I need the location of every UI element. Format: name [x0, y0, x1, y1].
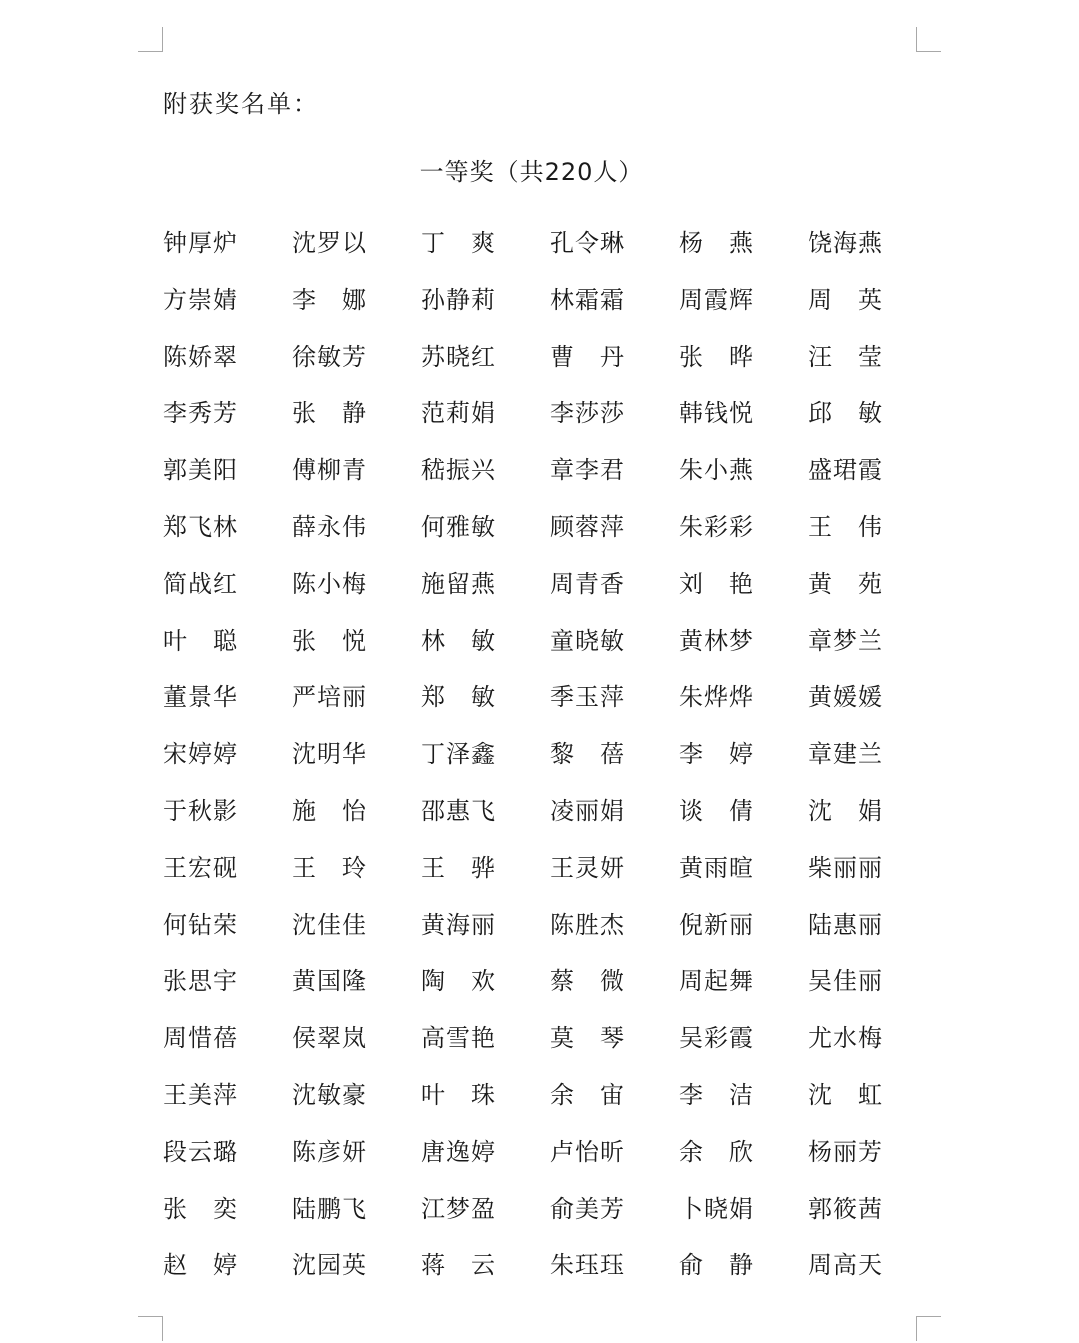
winners-name-grid	[163, 223, 923, 1302]
winner-name: 余 宙	[550, 1080, 625, 1109]
winner-name: 王美萍	[163, 1080, 238, 1109]
winner-name: 丁泽鑫	[421, 740, 496, 769]
section-title: 一等奖（共220人）	[419, 158, 644, 186]
winner-name: 沈明华	[292, 740, 367, 769]
winner-name: 倪新丽	[679, 910, 754, 939]
winner-name: 尤水梅	[808, 1024, 883, 1053]
winner-name: 孙静莉	[421, 285, 496, 314]
winner-name: 邱 敏	[808, 399, 883, 428]
winner-name: 凌丽娟	[550, 796, 625, 825]
winner-name: 李 娜	[292, 285, 367, 314]
winner-name: 顾蓉萍	[550, 512, 625, 541]
winner-name: 张 静	[292, 399, 367, 428]
winner-name: 方崇婧	[163, 285, 238, 314]
winner-name: 江梦盈	[421, 1194, 496, 1223]
winner-name: 张思宇	[163, 967, 238, 996]
winner-name: 黄国隆	[292, 967, 367, 996]
winner-name: 李莎莎	[550, 399, 625, 428]
winner-name: 俞 静	[679, 1251, 754, 1280]
winner-name: 沈罗以	[292, 229, 367, 257]
winner-name: 陈小梅	[292, 569, 367, 598]
winner-name: 高雪艳	[421, 1024, 496, 1053]
winner-name: 赵 婷	[163, 1251, 238, 1280]
winner-name: 杨 燕	[679, 229, 754, 257]
winner-name: 汪 莹	[808, 342, 883, 371]
winner-name: 张 奕	[163, 1194, 238, 1223]
winner-name: 黎 蓓	[550, 740, 625, 769]
winner-name: 宋婷婷	[163, 740, 238, 769]
winner-name: 俞美芳	[550, 1194, 625, 1223]
winner-name: 王灵妍	[550, 853, 625, 882]
winner-name: 徐敏芳	[292, 342, 367, 371]
winner-name: 吴佳丽	[808, 967, 883, 996]
winner-name: 陆鹏飞	[292, 1194, 367, 1223]
winner-name: 范莉娟	[421, 399, 496, 428]
winner-name: 郑飞林	[163, 512, 238, 541]
winner-name: 董景华	[163, 683, 238, 712]
winner-name: 于秋影	[163, 796, 238, 825]
winner-name: 陶 欢	[421, 967, 496, 996]
winner-name: 李 洁	[679, 1080, 754, 1109]
winner-name: 段云璐	[163, 1137, 238, 1166]
winner-name: 侯翠岚	[292, 1024, 367, 1053]
winner-name: 卢怡昕	[550, 1137, 625, 1166]
crop-mark-top-right	[916, 27, 941, 52]
winner-name: 李秀芳	[163, 399, 238, 428]
winner-name: 王 伟	[808, 512, 883, 541]
winner-name: 沈佳佳	[292, 910, 367, 939]
winner-name: 余 欣	[679, 1137, 754, 1166]
winner-name: 莫 琴	[550, 1024, 625, 1053]
winner-name: 沈敏豪	[292, 1080, 367, 1109]
winner-name: 李 婷	[679, 740, 754, 769]
winner-name: 严培丽	[292, 683, 367, 712]
winner-name: 黄林梦	[679, 626, 754, 655]
winner-name: 朱烨烨	[679, 683, 754, 712]
winner-name: 叶 聪	[163, 626, 238, 655]
winner-name: 朱珏珏	[550, 1251, 625, 1280]
winner-name: 吴彩霞	[679, 1024, 754, 1053]
winner-name: 何雅敏	[421, 512, 496, 541]
winner-name: 施 怡	[292, 796, 367, 825]
winner-name: 蒋 云	[421, 1251, 496, 1280]
winner-name: 周霞辉	[679, 285, 754, 314]
winner-name: 章建兰	[808, 740, 883, 769]
winner-name: 曹 丹	[550, 342, 625, 371]
winner-name: 丁 爽	[421, 229, 496, 257]
winner-name: 邵惠飞	[421, 796, 496, 825]
winner-name: 傅柳青	[292, 456, 367, 485]
winner-name: 林 敏	[421, 626, 496, 655]
winner-name: 嵇振兴	[421, 456, 496, 485]
page-heading: 附获奖名单：	[163, 90, 319, 118]
winner-name: 黄 苑	[808, 569, 883, 598]
winner-name: 郭美阳	[163, 456, 238, 485]
winner-name: 朱小燕	[679, 456, 754, 485]
winner-name: 何钻荣	[163, 910, 238, 939]
winner-name: 陈娇翠	[163, 342, 238, 371]
winner-name: 黄海丽	[421, 910, 496, 939]
winner-name: 黄媛媛	[808, 683, 883, 712]
crop-mark-top-left	[138, 27, 163, 52]
winner-name: 杨丽芳	[808, 1137, 883, 1166]
winner-name: 苏晓红	[421, 342, 496, 371]
winner-name: 郑 敏	[421, 683, 496, 712]
winner-name: 郭筱茜	[808, 1194, 883, 1223]
winner-name: 唐逸婷	[421, 1137, 496, 1166]
winner-name: 简战红	[163, 569, 238, 598]
winner-name: 周青香	[550, 569, 625, 598]
winner-name: 盛珺霞	[808, 456, 883, 485]
winner-name: 沈 虹	[808, 1080, 883, 1109]
winner-name: 王 玲	[292, 853, 367, 882]
winner-name: 黄雨暄	[679, 853, 754, 882]
winner-name: 谈 倩	[679, 796, 754, 825]
winner-name: 王 骅	[421, 853, 496, 882]
winner-name: 陈胜杰	[550, 910, 625, 939]
winner-name: 周起舞	[679, 967, 754, 996]
winner-name: 卜晓娟	[679, 1194, 754, 1223]
winner-name: 叶 珠	[421, 1080, 496, 1109]
winner-name: 沈园英	[292, 1251, 367, 1280]
crop-mark-bottom-right	[916, 1316, 941, 1341]
winner-name: 韩钱悦	[679, 399, 754, 428]
winner-name: 陆惠丽	[808, 910, 883, 939]
winner-name: 孔令琳	[550, 229, 625, 257]
winner-name: 朱彩彩	[679, 512, 754, 541]
winner-name: 陈彦妍	[292, 1137, 367, 1166]
winner-name: 施留燕	[421, 569, 496, 598]
winner-name: 周 英	[808, 285, 883, 314]
winner-name: 章梦兰	[808, 626, 883, 655]
winner-name: 章李君	[550, 456, 625, 485]
winner-name: 柴丽丽	[808, 853, 883, 882]
winner-name: 饶海燕	[808, 229, 883, 257]
winner-name: 刘 艳	[679, 569, 754, 598]
winner-name: 薛永伟	[292, 512, 367, 541]
winner-name: 王宏砚	[163, 853, 238, 882]
winner-name: 张 晔	[679, 342, 754, 371]
winner-name: 周高天	[808, 1251, 883, 1280]
crop-mark-bottom-left	[138, 1316, 163, 1341]
winner-name: 沈 娟	[808, 796, 883, 825]
winner-name: 张 悦	[292, 626, 367, 655]
winner-name: 季玉萍	[550, 683, 625, 712]
winner-name: 蔡 微	[550, 967, 625, 996]
winner-name: 林霜霜	[550, 285, 625, 314]
winner-name: 童晓敏	[550, 626, 625, 655]
winner-name: 周惜蓓	[163, 1024, 238, 1053]
winner-name: 钟厚炉	[163, 229, 238, 257]
